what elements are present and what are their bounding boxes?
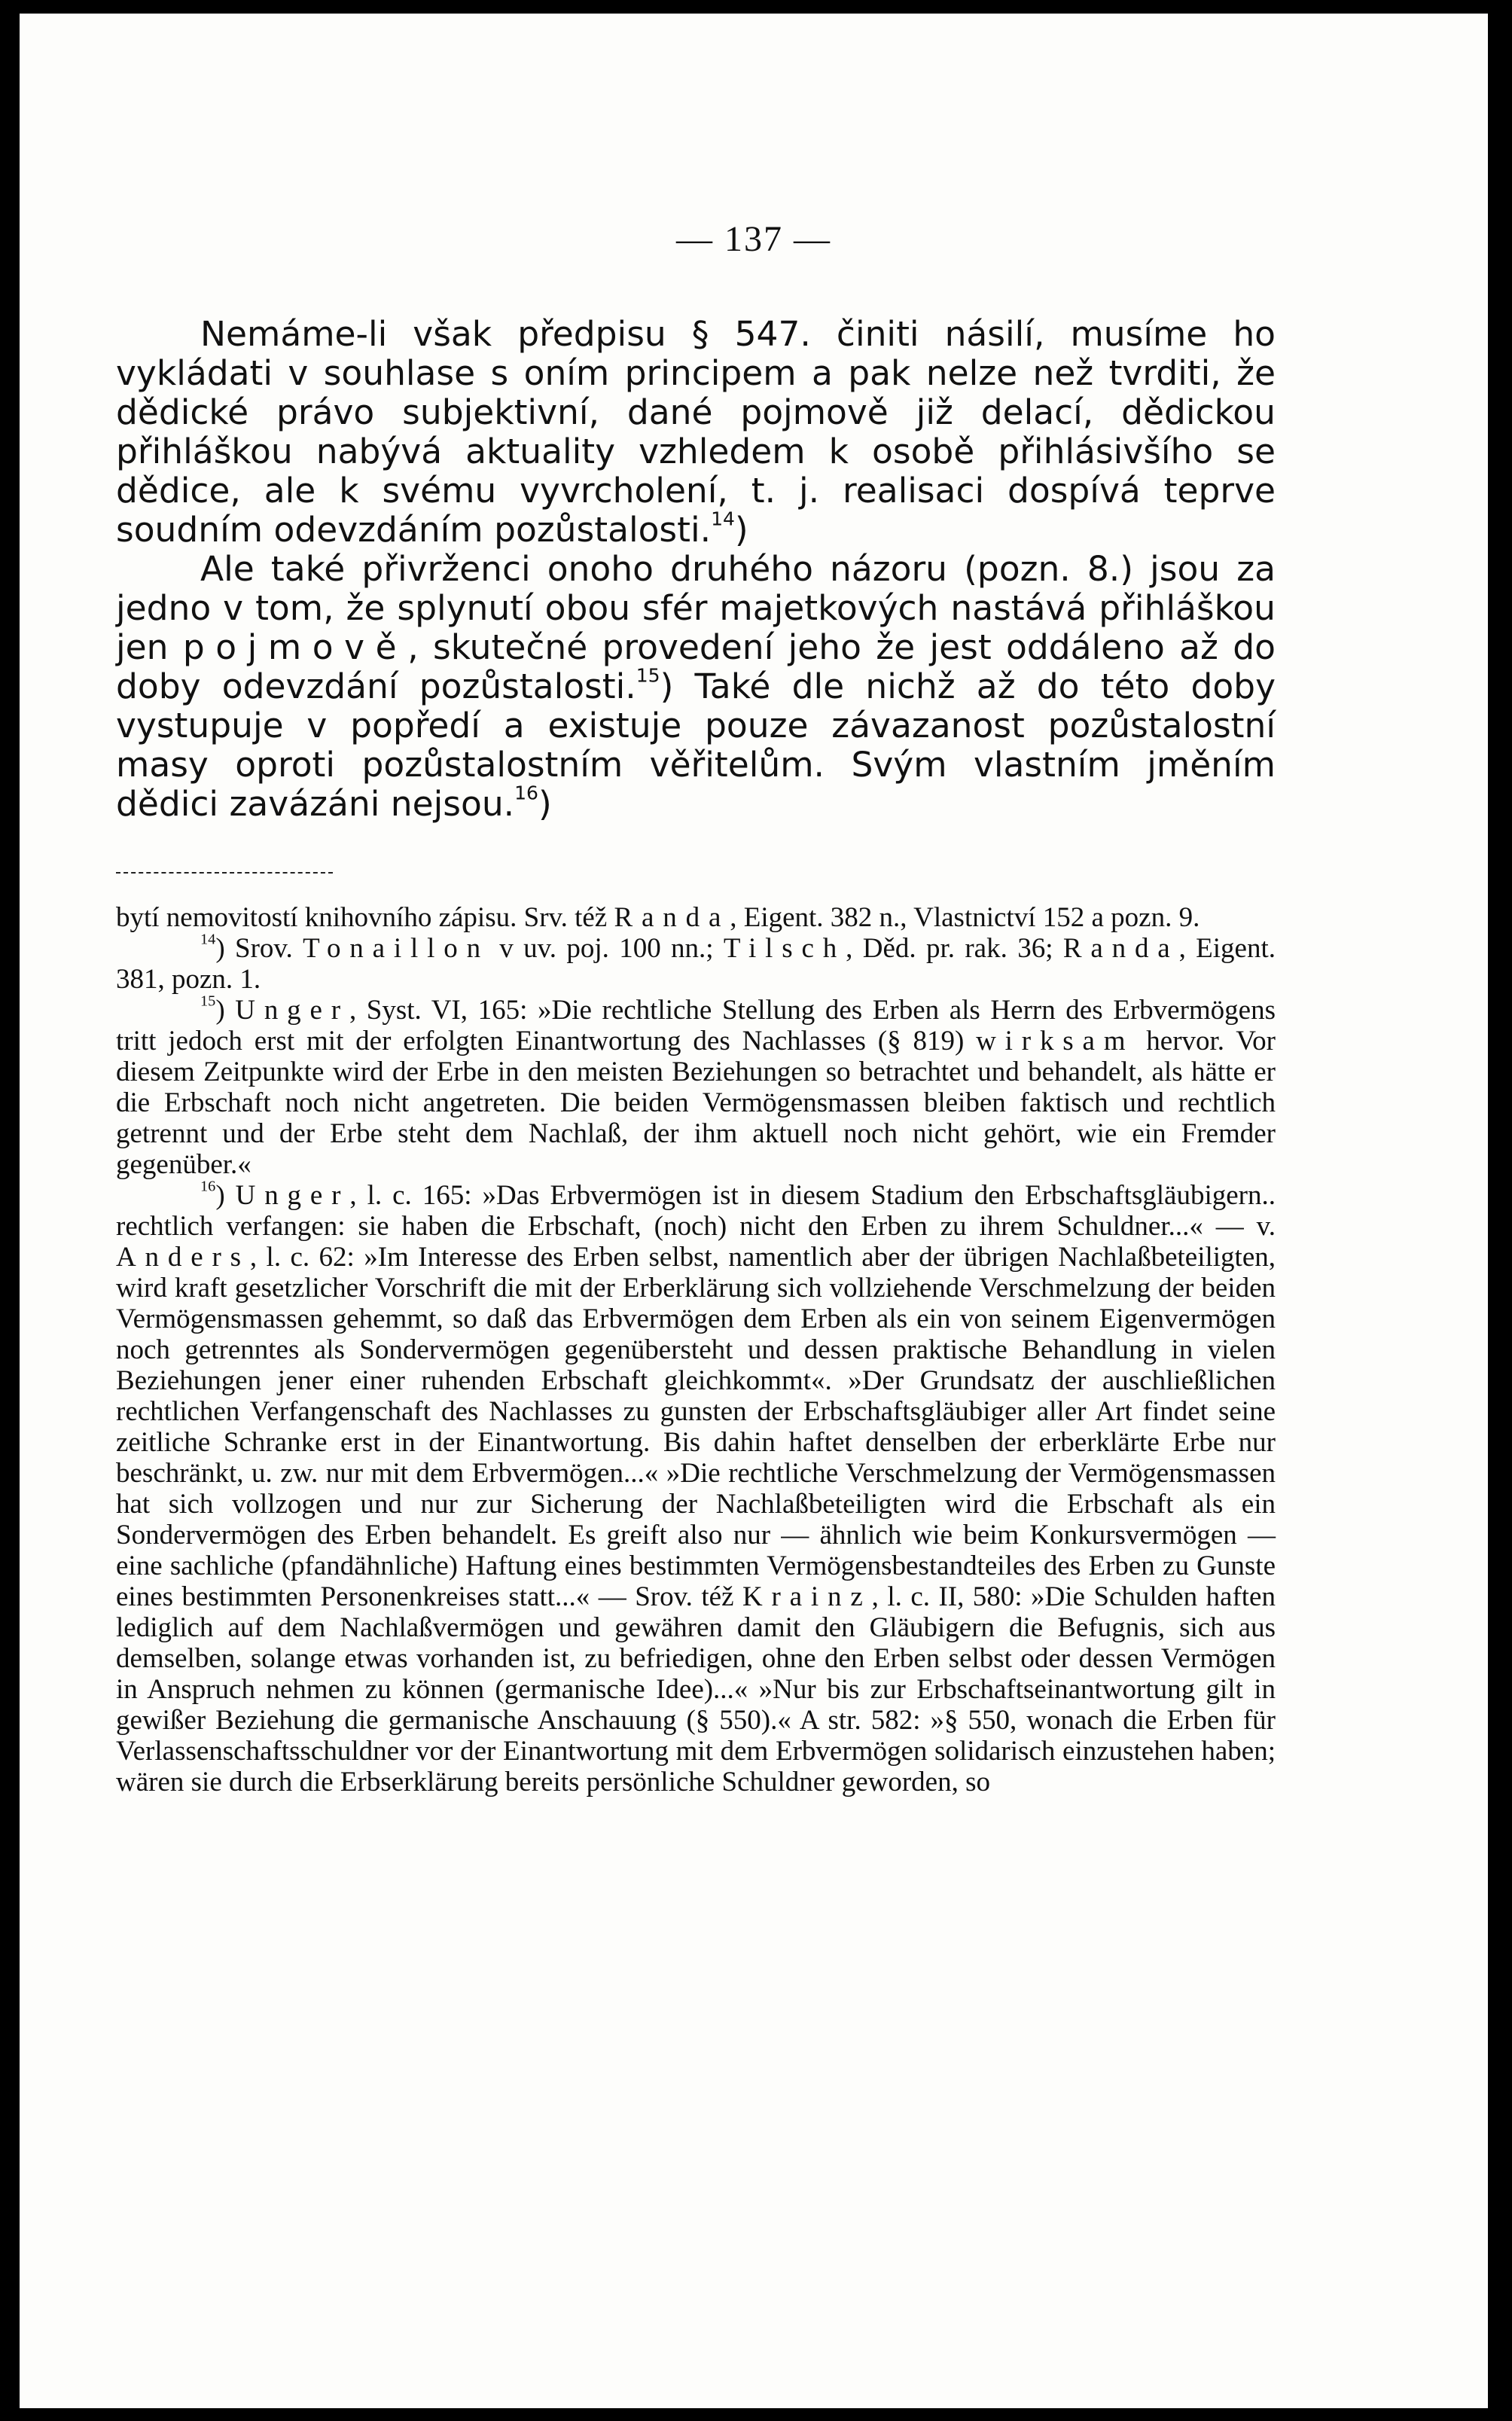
author-name: Unger [235, 1180, 350, 1211]
footnote-15 [116, 992, 1276, 1180]
footnote-cont-text-b: , Eigent. 382 n., Vlastnictví 152 a pozn. 9. [730, 902, 1200, 933]
footnote-16-text-a: ) [215, 1180, 236, 1211]
author-name: Unger [235, 995, 349, 1026]
page-number: — 137 — [676, 219, 831, 259]
footnote-16-text-d: , l. c. II, 580: »Die Schulden haften lediglich auf dem Nachlaßvermögen und gewähren damit den Gläubigern die Befugnis, sich aus demselben, solange etwas vorhanden ist, zu befriedigen, ohne den Erben selbst oder dessen Vermögen in Anspruch nehmen zu können (germanische Idee)...« »Nur bis zur Erbschaftseinantwortung gilt in gewißer Beziehung die germanische Anschauung (§ 550).« A str. 582: »§ 550, wonach die Erben für Verlassenschaftsschuldner vor der Einantwortung mit dem Erbvermögen solidarisch einzustehen haben; wären sie durch die Erbserklärung bereits persönliche Schuldner geworden, so [116, 1581, 1276, 1797]
author-name: Tonaillon [303, 933, 489, 964]
footnote-14 [116, 933, 1276, 995]
author-name: Randa [614, 902, 730, 933]
paragraph-1 [116, 315, 1276, 550]
footnotes [116, 902, 1276, 1797]
footnote-number: 16 [200, 1178, 216, 1195]
footnote-continuation [116, 902, 1276, 933]
footnote-separator [116, 872, 333, 874]
footnote-ref-15: 15 [636, 664, 660, 687]
paragraph-2-text-b: , skutečné provedení jeho že jest oddáleno až do doby odevzdání pozůstalosti. [116, 627, 1276, 706]
spaced-emphasis: pojmově [182, 627, 408, 667]
book-page [20, 14, 1488, 2408]
footnote-16-text-b: , l. c. 165: »Das Erbvermögen ist in diesem Stadium den Erbschaftsgläubigern.. rechtlich verfangen: sie haben die Erbschaft, (noch) nicht den Erben zu ihrem Schuldner...« — v. [116, 1180, 1276, 1242]
footnote-14-text-d: , Eigent. 381, pozn. 1. [116, 933, 1276, 995]
footnote-ref-16: 16 [514, 782, 538, 804]
paragraph-2-paren: ) [538, 784, 552, 824]
footnote-16 [116, 1180, 1276, 1797]
footnote-14-text-c: , Děd. pr. rak. 36; [846, 933, 1063, 964]
author-name: Tilsch [723, 933, 846, 964]
footnote-15-text-b: , Syst. VI, 165: »Die rechtliche Stellung des Erben als Herrn des Erbvermögens tritt jedoch erst mit der erfolgten Einantwortung des Nachlasses (§ 819) [116, 995, 1276, 1057]
footnote-14-text-a: ) Srov. [215, 933, 303, 964]
author-name: Randa [1062, 933, 1179, 964]
footnote-ref-14: 14 [711, 508, 735, 530]
footnote-15-text-a: ) [215, 995, 236, 1026]
paragraph-1-paren: ) [734, 510, 748, 550]
spaced-emphasis: wirksam [976, 1026, 1135, 1057]
author-name: Anders [116, 1242, 250, 1273]
footnote-number: 14 [200, 931, 216, 948]
footnote-number: 15 [200, 992, 216, 1010]
main-text [116, 315, 1276, 824]
footnote-cont-text-a: bytí nemovitostí knihovního zápisu. Srv. též [116, 902, 614, 933]
paragraph-1-text: Nemáme-li však předpisu § 547. činiti násilí, musíme ho vykládati v souhlase s oním principem a pak nelze než tvrditi, že dědické právo subjektivní, dané pojmově již delací, dědickou přihláškou nabývá aktuality vzhledem k osobě přihlásivšího se dědice, ale k svému vyvrcholení, t. j. realisaci dospívá teprve soudním odevzdáním pozůstalosti. [116, 314, 1276, 550]
paragraph-2-text-c: ) Také dle nichž až do této doby vystupuje v popředí a existuje pouze závazanost pozůstalostní masy oproti pozůstalostním věřitelům. Svým vlastním jměním dědici zavázáni nejsou. [116, 666, 1276, 824]
paragraph-2 [116, 550, 1276, 824]
footnote-16-text-c: , l. c. 62: »Im Interesse des Erben selbst, namentlich aber der übrigen Nachlaßbeteiligten, wird kraft gesetzlicher Vorschrift die mit der Erberklärung sich vollziehende Verschmelzung der beiden Vermögensmassen gehemmt, so daß das Erbvermögen dem Erben als ein von seinem Eigenvermögen noch getrenntes als Sondervermögen gegenübersteht und dessen praktische Behandlung in vielen Beziehungen jener einer ruhenden Erbschaft gleichkommt«. »Der Grundsatz der auschließlichen rechtlichen Verfangenschaft des Nachlasses zu gunsten der Erbschaftsgläubiger aller Art findet seine zeitliche Schranke erst in der Einantwortung. Bis dahin haftet denselben der erberklärte Erbe nur beschränkt, u. zw. nur mit dem Erbvermögen...« »Die rechtliche Verschmelzung der Vermögensmassen hat sich vollzogen und nur zur Sicherung der Nachlaßbeteiligten wird die Erbschaft als ein Sondervermögen des Erben behandelt. Es greift also nur — ähnlich wie beim Konkursvermögen — eine sachliche (pfandähnliche) Haftung eines bestimmten Vermögensbestandteiles des Erben zu Gunste eines bestimmten Personenkreises statt...« — Srov. též [116, 1242, 1276, 1612]
footnote-14-text-b: v uv. poj. 100 nn.; [489, 933, 724, 964]
author-name: Krainz [742, 1581, 872, 1612]
footnote-15-text-c: hervor. Vor diesem Zeitpunkte wird der Erbe in den meisten Beziehungen so betrachtet und behandelt, als hätte er die Erbschaft noch nicht angetreten. Die beiden Vermögensmassen bleiben faktisch und rechtlich getrennt und der Erbe steht dem Nachlaß, der ihm aktuell noch nicht gehört, wie ein Fremder gegenüber.« [116, 1026, 1276, 1180]
paragraph-2-text-a: Ale také přivrženci onoho druhého názoru (pozn. 8.) jsou za jedno v tom, že splynutí obou sfér majetkových nastává přihláškou jen [116, 549, 1276, 667]
